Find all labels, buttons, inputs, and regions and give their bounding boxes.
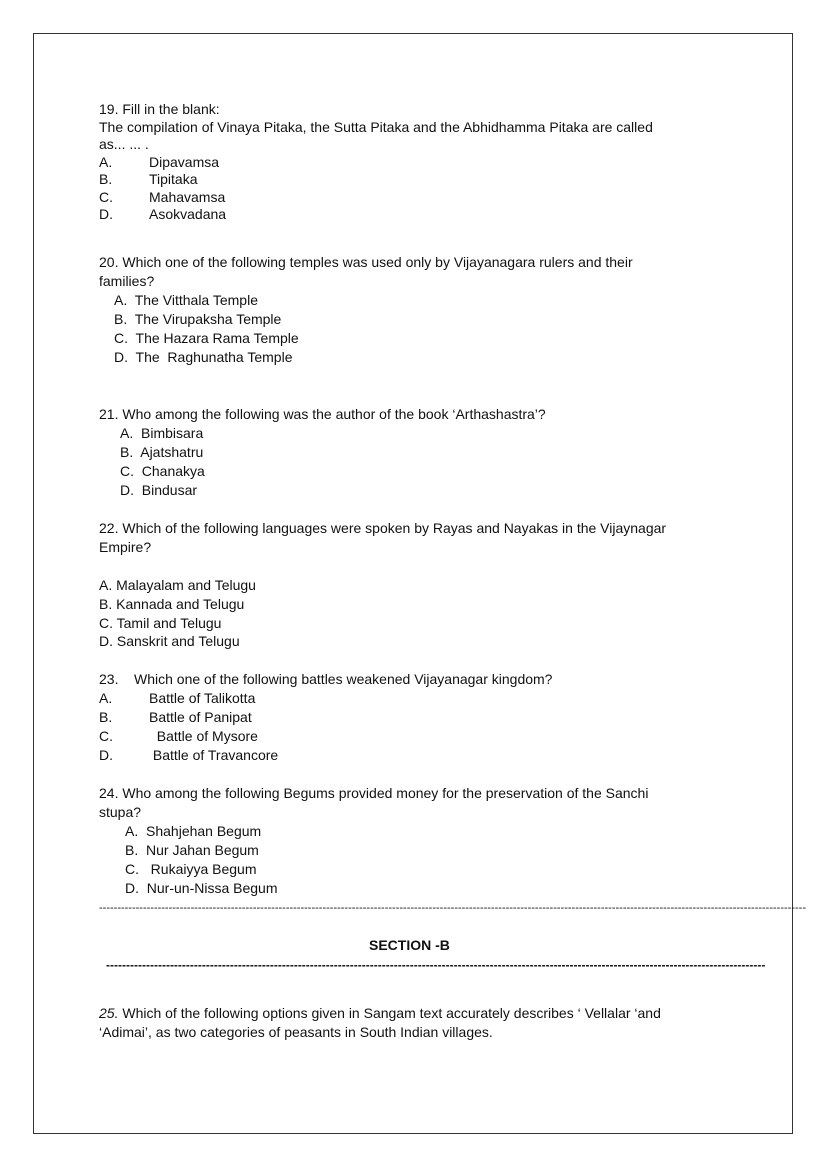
q21-option-b: B. Ajatshatru [120,444,204,460]
q21-option-d: D. Bindusar [120,482,198,498]
q24-option-b: B. Nur Jahan Begum [125,842,259,858]
q19-option-b: B. Tipitaka [99,171,198,187]
q24-option-d: D. Nur-un-Nissa Begum [125,880,278,896]
q23-option-c: C. Battle of Mysore [99,728,258,744]
section-b-heading: SECTION -B [369,937,450,953]
q19-option-a: A. Dipavamsa [99,154,220,170]
q20-option-a: A. The Vitthala Temple [114,292,258,308]
q25-number: 25. [99,1005,119,1021]
q20-option-d: D. The Raghunatha Temple [114,349,293,365]
q19-text-line1: The compilation of Vinaya Pitaka, the Sutta Pitaka and the Abhidhamma Pitaka are called [99,119,653,135]
section-divider-line: --------------------------------------------------------------------------------------------------------------------------------------------------------------------- [106,958,766,972]
q24-text-line2: stupa? [99,804,142,820]
q24-text-line1: 24. Who among the following Begums provided money for the preservation of the Sanchi [99,785,649,801]
q20-text-line2: families? [99,273,155,289]
q22-option-c: C. Tamil and Telugu [99,615,222,631]
q22-option-b: B. Kannada and Telugu [99,596,245,612]
q21-text-line1: 21. Who among the following was the author of the book ‘Arthashastra’? [99,406,546,422]
q23-text-line1: 23. Which one of the following battles weakened Vijayanagar kingdom? [99,671,553,687]
q25-text-line2: ‘Adimai’, as two categories of peasants in South Indian villages. [99,1024,493,1040]
q19-option-d: D. Asokvadana [99,206,227,222]
q24-option-a: A. Shahjehan Begum [125,823,262,839]
q22-option-d: D. Sanskrit and Telugu [99,633,240,649]
q19-text-line2: as... ... . [99,136,149,152]
q22-option-a: A. Malayalam and Telugu [99,577,256,593]
q19-title: 19. Fill in the blank: [99,101,220,117]
q23-option-d: D. Battle of Travancore [99,747,279,763]
q22-text-line1: 22. Which of the following languages were spoken by Rayas and Nayakas in the Vijaynagar [99,520,667,536]
q23-option-a: A. Battle of Talikotta [99,690,256,706]
divider-line: ------------------------------------------------------------------------------------------------------------------------------------------------------------------------------------------------- [99,902,806,914]
q22-text-line2: Empire? [99,539,152,555]
q24-option-c: C. Rukaiyya Begum [125,861,257,877]
q25-text-line1: 25. Which of the following options given in Sangam text accurately describes ‘ Vellalar ‘and [99,1005,661,1021]
q20-option-c: C. The Hazara Rama Temple [114,330,299,346]
q21-option-a: A. Bimbisara [120,425,204,441]
q20-option-b: B. The Virupaksha Temple [114,311,282,327]
q23-option-b: B. Battle of Panipat [99,709,252,725]
q20-text-line1: 20. Which one of the following temples was used only by Vijayanagara rulers and their [99,254,633,270]
q21-option-c: C. Chanakya [120,463,205,479]
q19-option-c: C. Mahavamsa [99,189,226,205]
